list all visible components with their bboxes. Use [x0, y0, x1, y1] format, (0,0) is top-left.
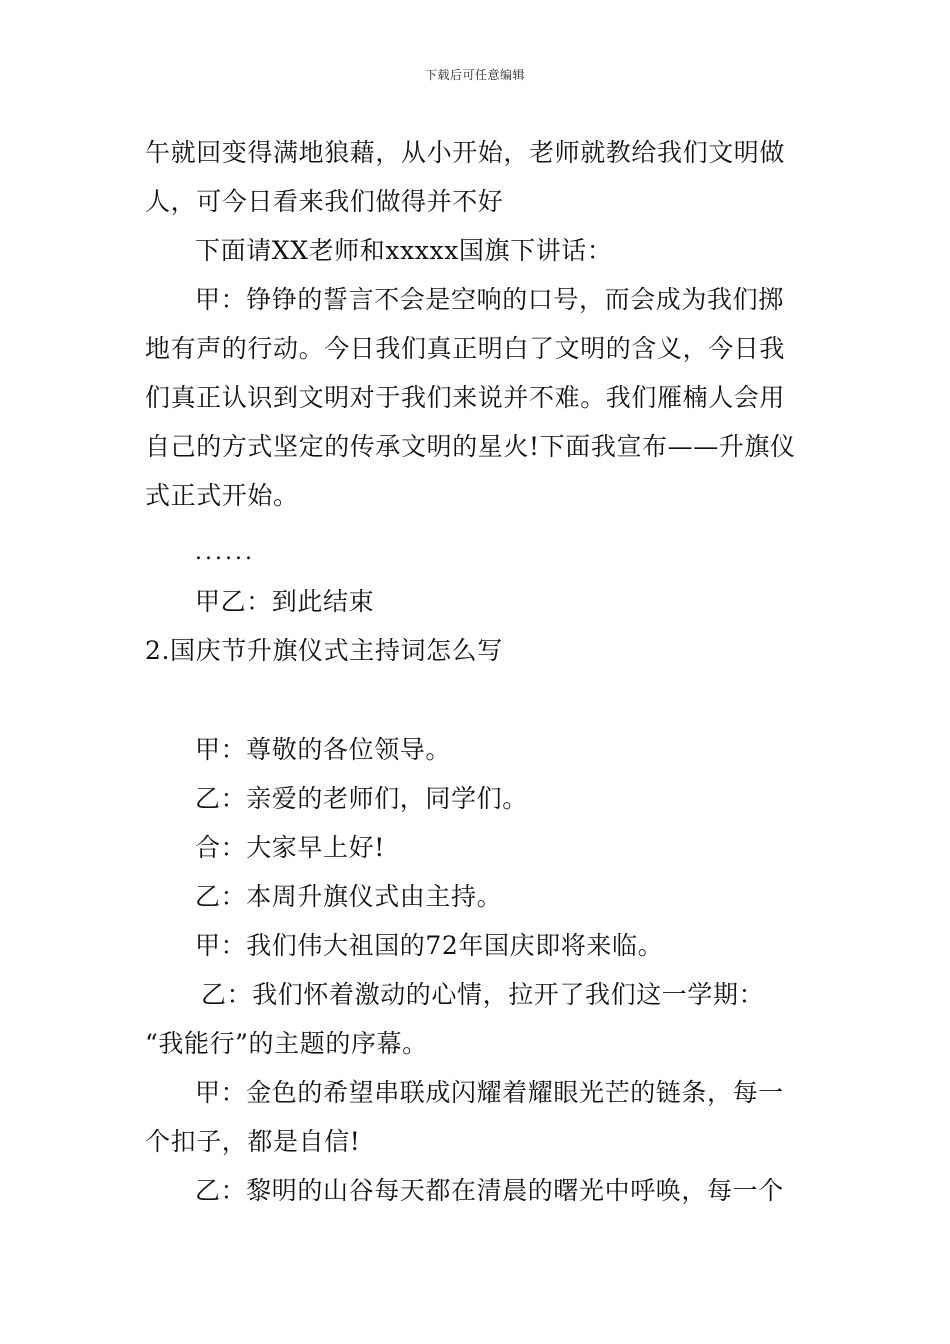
paragraph-line: “我能行”的主题的序幕。: [145, 1029, 428, 1058]
section-heading: 2.国庆节升旗仪式主持词怎么写: [145, 636, 503, 665]
paragraph-line: 甲：尊敬的各位领导。: [195, 735, 452, 764]
paragraph-line: 下面请XX老师和xxxxx国旗下讲话：: [195, 236, 613, 265]
paragraph-line: 人，可今日看来我们做得并不好: [145, 187, 504, 216]
document-body: [145, 128, 807, 1215]
paragraph-line: 自己的方式坚定的传承文明的星火!下面我宣布——升旗仪: [145, 432, 796, 461]
paragraph-line: 地有声的行动。今日我们真正明白了文明的含义，今日我: [145, 334, 786, 363]
paragraph-line: 个扣子，都是自信!: [145, 1127, 361, 1156]
paragraph-line: 甲：金色的希望串联成闪耀着耀眼光芒的链条，每一: [195, 1078, 784, 1107]
paragraph-line: 甲：铮铮的誓言不会是空响的口号，而会成为我们掷: [195, 285, 784, 314]
paragraph-line: 式正式开始。: [145, 481, 299, 510]
paragraph-line: 乙：黎明的山谷每天都在清晨的曙光中呼唤，每一个: [195, 1176, 784, 1205]
paragraph-line: 乙：我们怀着激动的心情，拉开了我们这一学期：: [201, 980, 765, 1009]
paragraph-line: 乙：本周升旗仪式由主持。: [195, 882, 503, 911]
paragraph-line: 合：大家早上好!: [195, 833, 385, 862]
page-header: 下载后可任意编辑: [424, 68, 525, 82]
paragraph-line: 甲乙：到此结束: [195, 587, 375, 616]
paragraph-line: 午就回变得满地狼藉，从小开始，老师就教给我们文明做: [145, 138, 786, 167]
paragraph-line: 们真正认识到文明对于我们来说并不难。我们雁楠人会用: [145, 383, 786, 412]
paragraph-line: 甲：我们伟大祖国的72年国庆即将来临。: [195, 931, 664, 960]
paragraph-line: 乙：亲爱的老师们，同学们。: [195, 784, 528, 813]
ellipsis-line: ......: [195, 540, 255, 565]
